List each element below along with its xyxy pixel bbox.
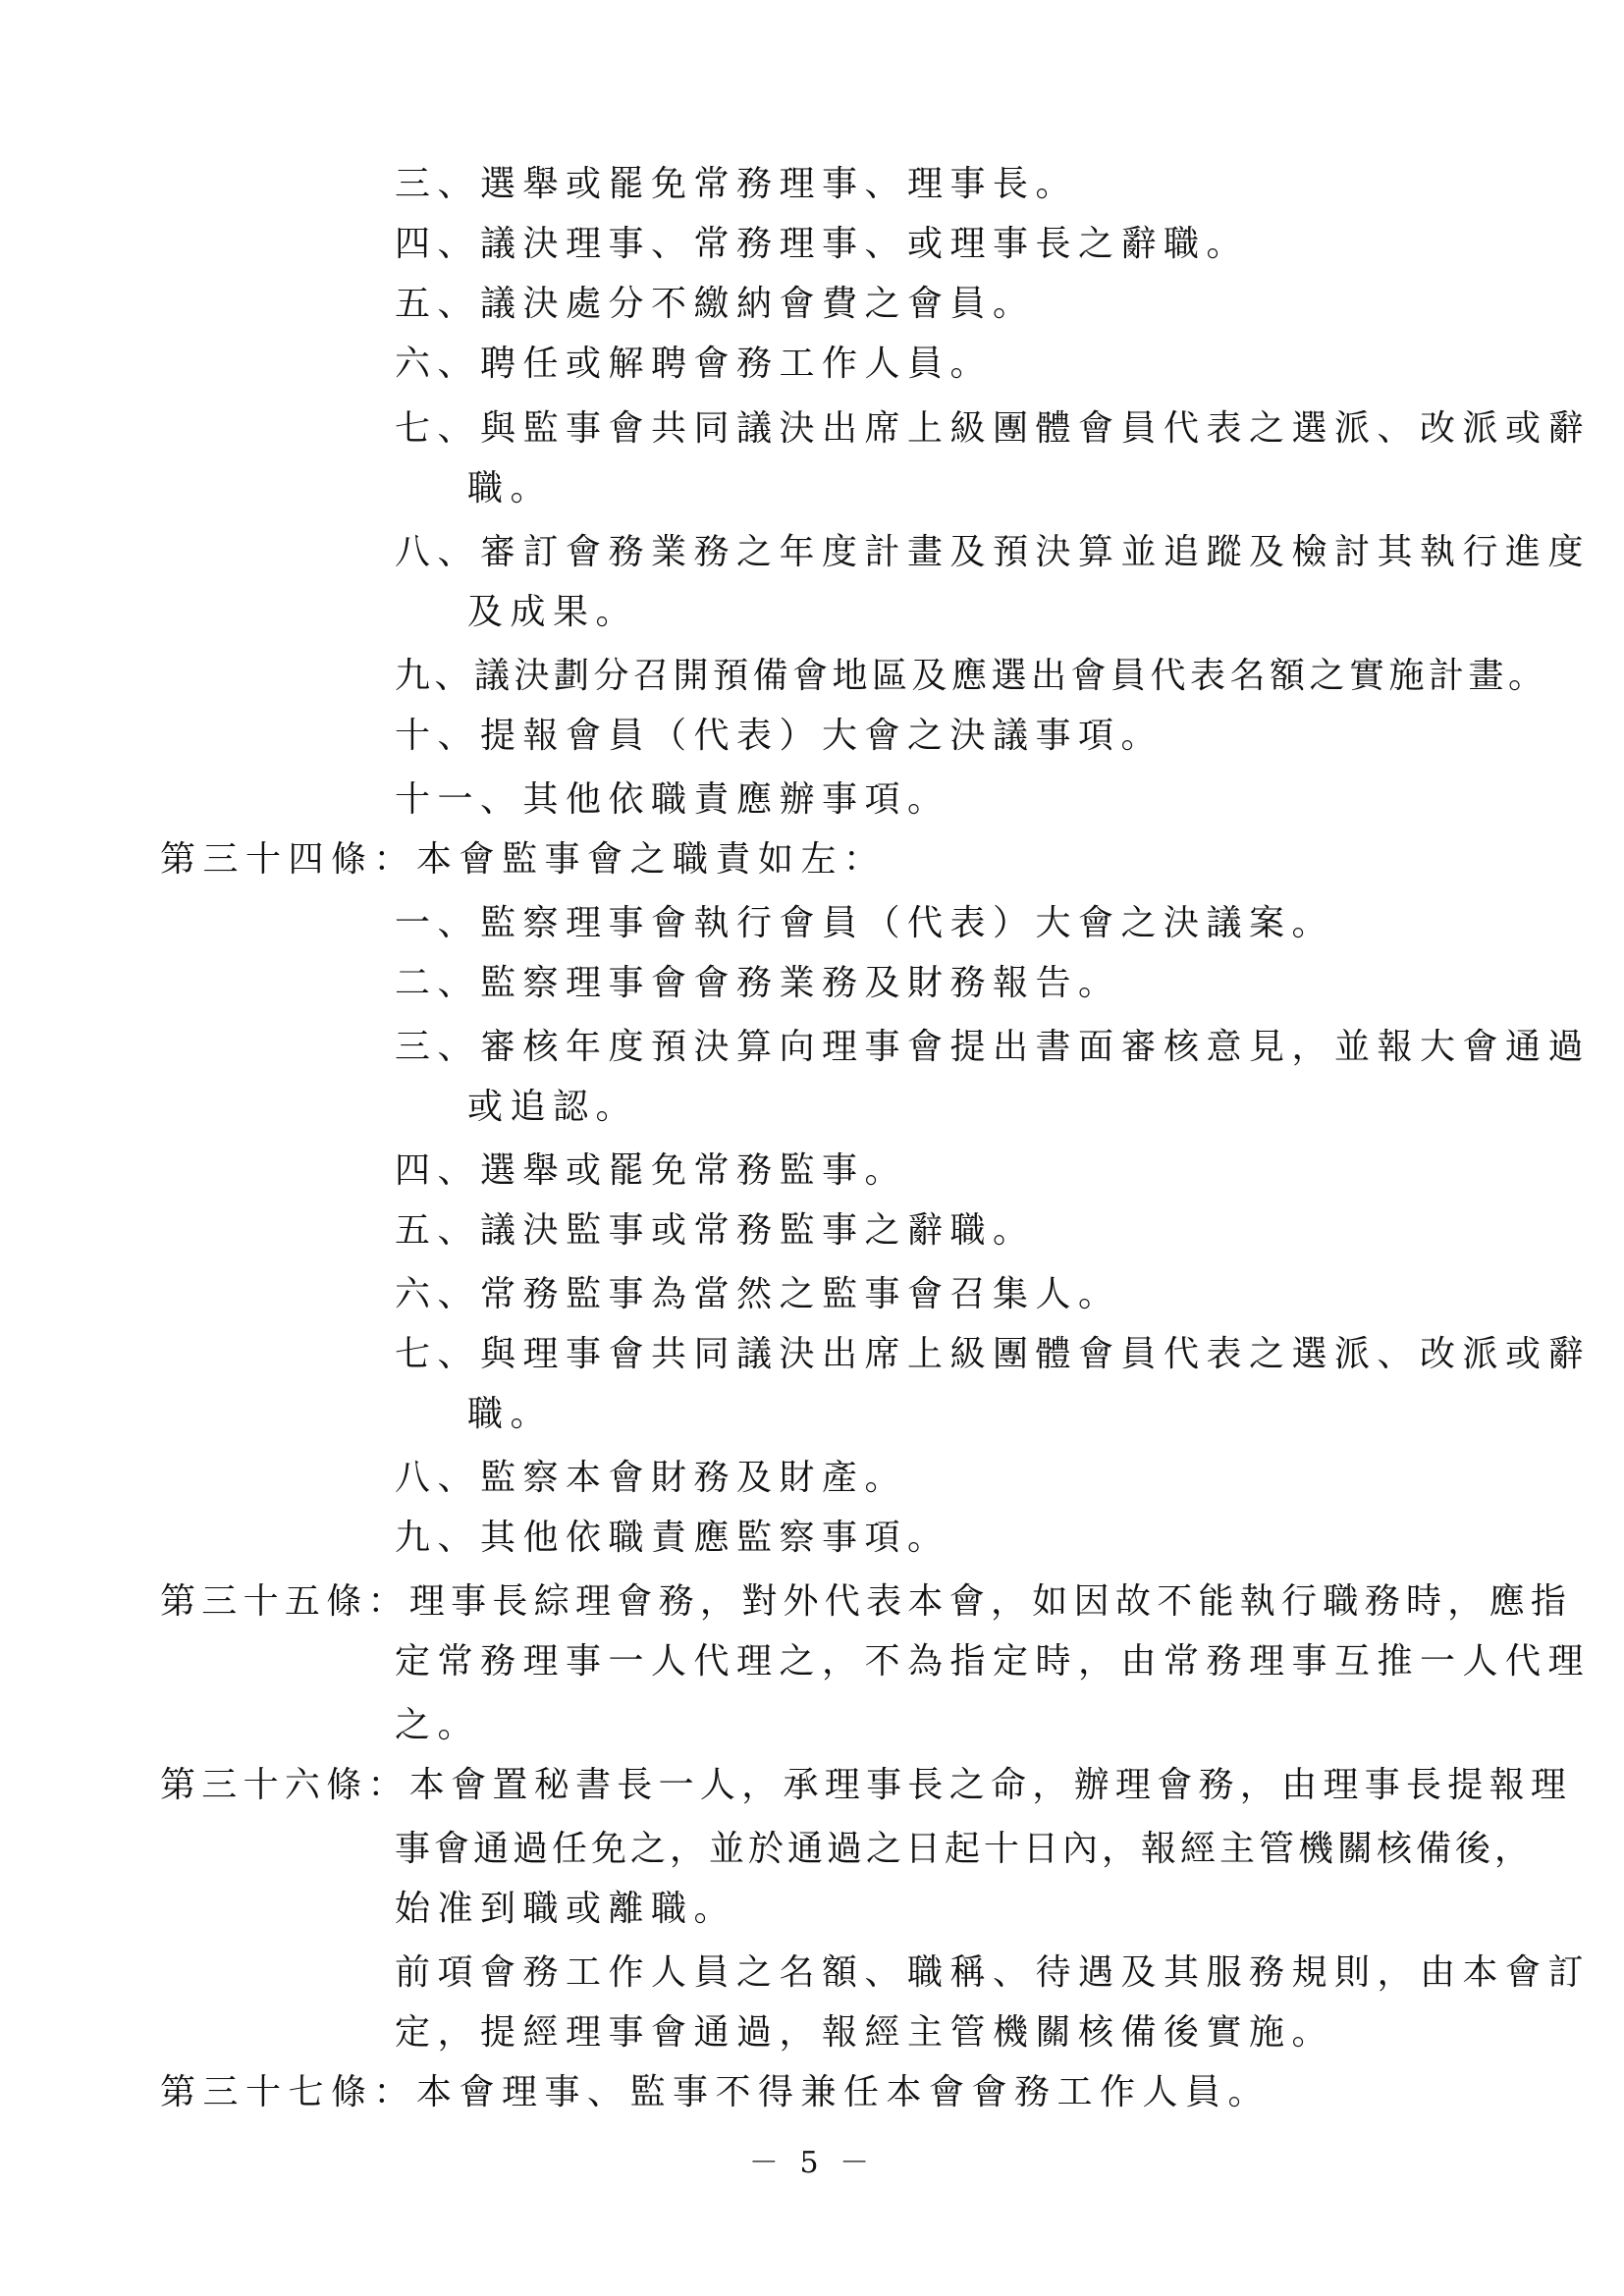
- list-item: 八、審訂會務業務之年度計畫及預決算並追蹤及檢討其執行進度: [395, 532, 1592, 572]
- article-37: 第三十七條：本會理事、監事不得兼任本會會務工作人員。: [160, 2072, 1272, 2112]
- list-item: 六、聘任或解聘會務工作人員。: [395, 344, 994, 384]
- article-35: 第三十五條：理事長綜理會務，對外代表本會，如因故不能執行職務時，應指: [160, 1581, 1573, 1622]
- list-item: 二、監察理事會會務業務及財務報告。: [395, 963, 1121, 1003]
- article-continuation: 事會通過任免之，並於通過之日起十日內，報經主管機關核備後，: [395, 1829, 1535, 1869]
- list-item: 十一、其他依職責應辦事項。: [395, 779, 950, 820]
- list-item: 六、常務監事為當然之監事會召集人。: [395, 1274, 1121, 1314]
- list-item-continuation: 職。: [467, 1394, 554, 1434]
- list-item: 四、議決理事、常務理事、或理事長之辭職。: [395, 224, 1250, 264]
- list-item: 七、與理事會共同議決出席上級團體會員代表之選派、改派或辭: [395, 1334, 1592, 1374]
- article-36: 第三十六條：本會置秘書長一人，承理事長之命，辦理會務，由理事長提報理: [160, 1765, 1573, 1805]
- list-item: 五、議決監事或常務監事之辭職。: [395, 1210, 1036, 1251]
- list-item: 一、監察理事會執行會員（代表）大會之決議案。: [395, 903, 1335, 943]
- list-item: 七、與監事會共同議決出席上級團體會員代表之選派、改派或辭: [395, 408, 1592, 449]
- list-item: 三、審核年度預決算向理事會提出書面審核意見，並報大會通過: [395, 1027, 1592, 1067]
- list-item-continuation: 或追認。: [467, 1087, 639, 1127]
- list-item: 九、議決劃分召開預備會地區及應選出會員代表名額之實施計畫。: [395, 656, 1548, 696]
- article-34: 第三十四條：本會監事會之職責如左：: [160, 839, 887, 880]
- article-continuation: 始准到職或離職。: [395, 1889, 737, 1929]
- list-item: 四、選舉或罷免常務監事。: [395, 1150, 908, 1191]
- list-item-continuation: 及成果。: [467, 592, 639, 632]
- list-item: 五、議決處分不繳納會費之會員。: [395, 284, 1036, 324]
- article-continuation: 定常務理事一人代理之，不為指定時，由常務理事互推一人代理: [395, 1641, 1592, 1682]
- list-item-continuation: 職。: [467, 468, 554, 508]
- article-continuation: 之。: [395, 1705, 481, 1745]
- article-paragraph: 前項會務工作人員之名額、職稱、待遇及其服務規則，由本會訂: [395, 1952, 1592, 1993]
- list-item: 十、提報會員（代表）大會之決議事項。: [395, 716, 1164, 756]
- list-item: 八、監察本會財務及財產。: [395, 1458, 908, 1498]
- list-item: 九、其他依職責應監察事項。: [395, 1518, 950, 1558]
- list-item: 三、選舉或罷免常務理事、理事長。: [395, 164, 1079, 204]
- article-continuation: 定，提經理事會通過，報經主管機關核備後實施。: [395, 2012, 1335, 2053]
- page-number: － 5 －: [748, 2146, 876, 2180]
